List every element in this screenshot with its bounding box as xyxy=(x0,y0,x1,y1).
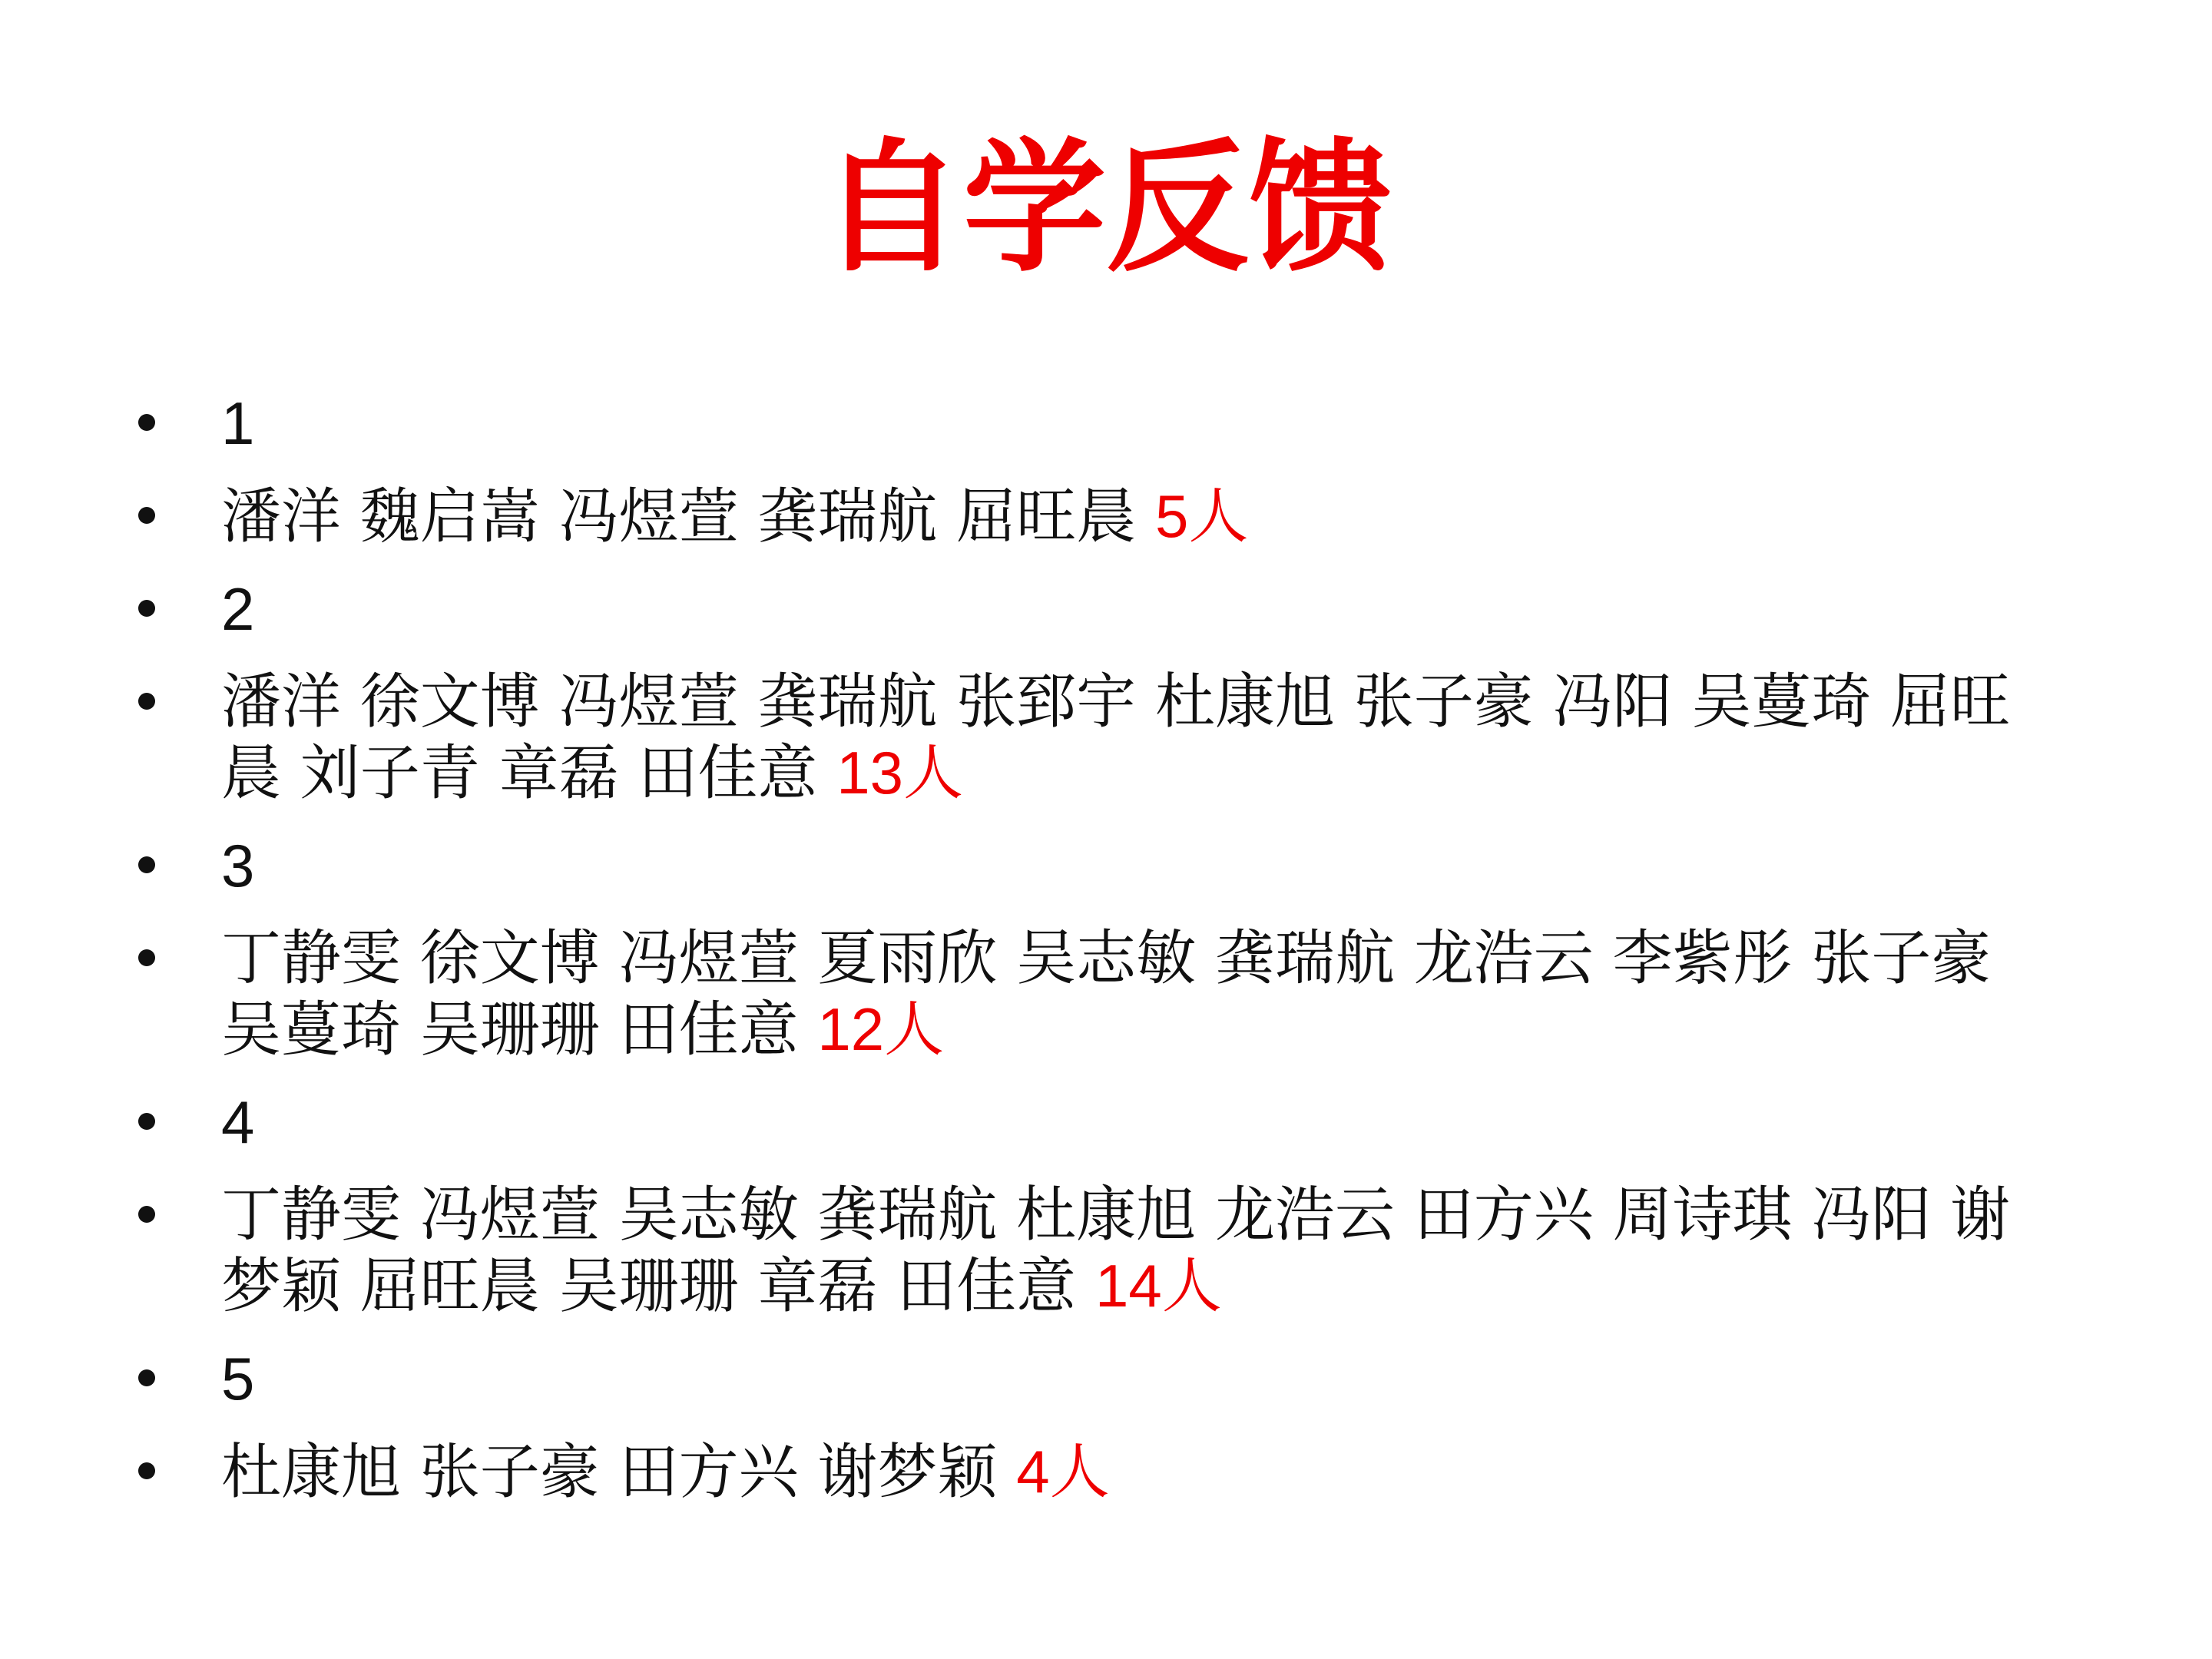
bullet-dot-icon xyxy=(138,507,155,524)
slide-title: 自学反馈 xyxy=(820,123,1392,291)
student-names: 丁静雯 徐文博 冯煜萱 夏雨欣 吴志敏 龚瑞航 龙浩云 李紫彤 张子豪 吴蔓琦 吴珊珊 田佳意 xyxy=(221,924,1992,1065)
student-names: 杜康旭 张子豪 田方兴 谢梦颖 xyxy=(221,1438,1017,1507)
student-count xyxy=(1016,1438,1109,1507)
count-number: 12 xyxy=(817,995,885,1063)
count-unit: 人 xyxy=(1161,1252,1222,1321)
student-names: 潘洋 魏启嵩 冯煜萱 龚瑞航 屈旺晨 xyxy=(221,482,1155,551)
count-unit: 人 xyxy=(884,995,945,1065)
bullet-dot-icon xyxy=(138,1462,155,1479)
count-unit: 人 xyxy=(1188,482,1249,551)
count-number: 13 xyxy=(836,739,903,806)
count-number: 5 xyxy=(1154,482,1189,550)
bullet-dot-icon xyxy=(138,693,155,710)
bullet-item-names-4 xyxy=(131,1180,2066,1322)
bullet-dot-icon xyxy=(138,949,155,966)
count-unit: 人 xyxy=(902,739,963,808)
bullet-dot-icon xyxy=(138,1206,155,1223)
bullet-dot-icon xyxy=(138,856,155,873)
question-number: 1 xyxy=(221,389,255,457)
question-number: 3 xyxy=(221,832,255,899)
bullet-item-question-4 xyxy=(131,1087,2066,1158)
bullet-dot-icon xyxy=(138,1113,155,1130)
student-count xyxy=(1095,1252,1222,1321)
question-number: 4 xyxy=(221,1088,255,1156)
bullet-item-names-2 xyxy=(131,667,2066,809)
bullet-item-question-5 xyxy=(131,1343,2066,1415)
bullet-item-names-3 xyxy=(131,923,2066,1065)
student-names: 丁静雯 冯煜萱 吴志敏 龚瑞航 杜康旭 龙浩云 田方兴 周诗琪 冯阳 谢梦颖 屈旺晨 吴珊珊 章磊 田佳意 xyxy=(221,1181,2011,1321)
student-names: 潘洋 徐文博 冯煜萱 龚瑞航 张郅宇 杜康旭 张子豪 冯阳 吴蔓琦 屈旺晨 刘子青 章磊 田佳意 xyxy=(221,667,2011,808)
bullet-item-names-5 xyxy=(131,1436,2066,1508)
count-number: 4 xyxy=(1016,1438,1050,1505)
count-unit: 人 xyxy=(1049,1438,1110,1507)
question-number: 2 xyxy=(221,575,255,643)
bullet-item-question-1 xyxy=(131,388,2066,459)
bullet-list xyxy=(131,388,2066,1529)
bullet-dot-icon xyxy=(138,414,155,431)
bullet-item-question-3 xyxy=(131,830,2066,902)
bullet-dot-icon xyxy=(138,1369,155,1386)
student-count xyxy=(836,739,963,808)
question-number: 5 xyxy=(221,1345,255,1412)
bullet-item-names-1 xyxy=(131,481,2066,552)
bullet-item-question-2 xyxy=(131,574,2066,645)
count-number: 14 xyxy=(1094,1252,1162,1320)
bullet-dot-icon xyxy=(138,600,155,617)
student-count xyxy=(817,995,944,1065)
student-count xyxy=(1155,482,1248,551)
